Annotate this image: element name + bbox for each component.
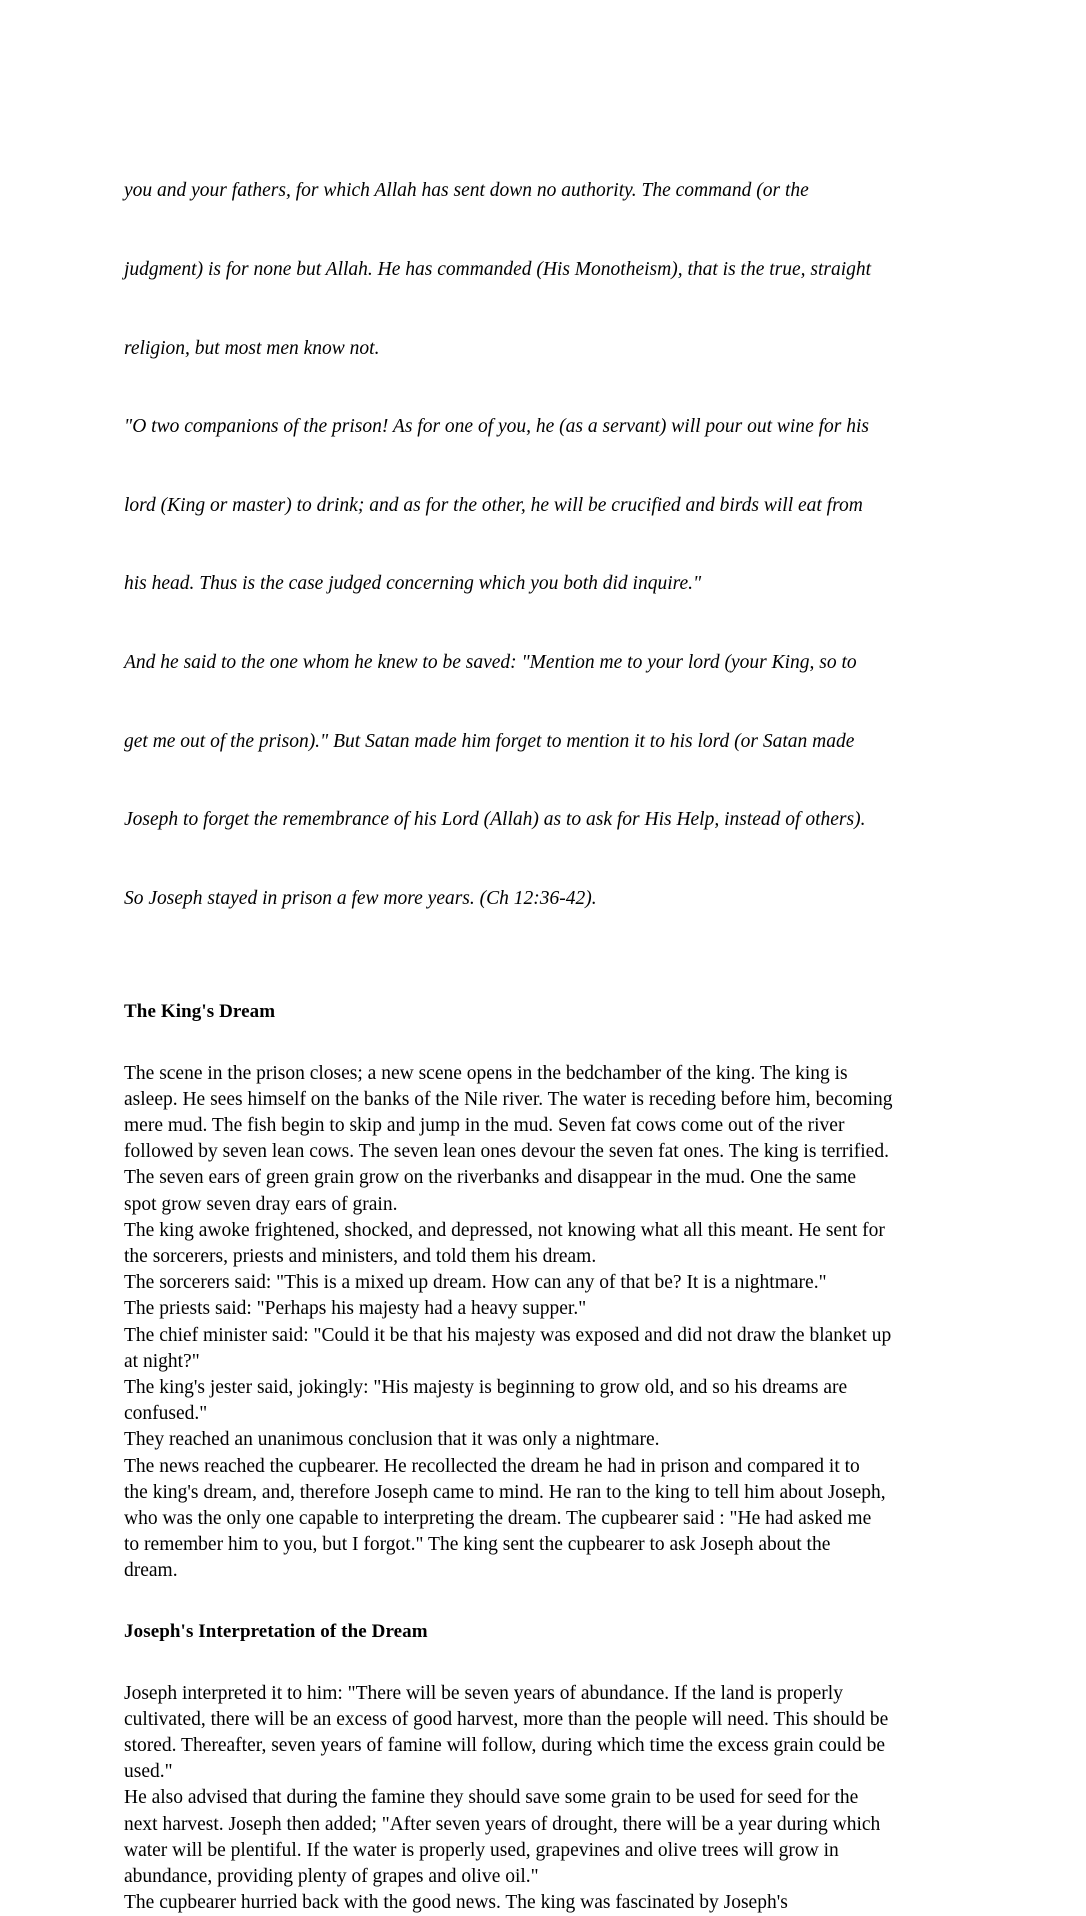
text-line: The cupbearer hurried back with the good news. The king was fascinated by Joseph's: [124, 1892, 788, 1914]
text-line: to remember him to you, but I forgot." The king sent the cupbearer to ask Joseph about the: [124, 1534, 831, 1556]
paragraph: [124, 1375, 964, 1427]
quote-line: judgment) is for none but Allah. He has commanded (His Monotheism), that is the true, straight: [124, 259, 872, 281]
text-line: Joseph interpreted it to him: "There will be seven years of abundance. If the land is properly: [124, 1682, 843, 1704]
paragraph-continues-next-page: [124, 1890, 964, 1916]
quote-line: his head. Thus is the case judged concerning which you both did inquire.": [124, 573, 702, 595]
quote-line: lord (King or master) to drink; and as for the other, he will be crucified and birds will eat from: [124, 494, 863, 516]
text-line: the sorcerers, priests and ministers, and told them his dream.: [124, 1245, 597, 1267]
text-line: spot grow seven dray ears of grain.: [124, 1193, 398, 1215]
heading-kings-dream: The King's Dream: [124, 1000, 276, 1022]
quote-line: "O two companions of the prison! As for one of you, he (as a servant) will pour out wine for his: [124, 416, 870, 438]
text-column: [124, 126, 964, 1916]
text-line: used.": [124, 1761, 173, 1783]
text-line: confused.": [124, 1403, 208, 1425]
text-line: dream.: [124, 1560, 178, 1582]
text-line: The news reached the cupbearer. He recollected the dream he had in prison and compared it to: [124, 1455, 860, 1477]
text-line: He also advised that during the famine they should save some grain to be used for seed for the: [124, 1787, 859, 1809]
quote-line: religion, but most men know not.: [124, 337, 380, 359]
quote-line: get me out of the prison)." But Satan made him forget to mention it to his lord (or Satan made: [124, 730, 855, 752]
text-line: The priests said: "Perhaps his majesty had a heavy supper.": [124, 1298, 587, 1320]
text-line: mere mud. The fish begin to skip and jump in the mud. Seven fat cows come out of the river: [124, 1114, 845, 1136]
text-line: at night?": [124, 1350, 200, 1372]
paragraph: [124, 1323, 964, 1375]
text-line: stored. Thereafter, seven years of famine will follow, during which time the excess grain could be: [124, 1734, 886, 1756]
paragraph: [124, 1785, 964, 1890]
text-line: next harvest. Joseph then added; "After seven years of drought, there will be a year during which: [124, 1813, 881, 1835]
text-line: asleep. He sees himself on the banks of the Nile river. The water is receding before him, becoming: [124, 1088, 893, 1110]
paragraph: [124, 1061, 964, 1218]
spacer: [124, 1645, 964, 1681]
text-line: They reached an unanimous conclusion that it was only a nightmare.: [124, 1429, 660, 1451]
text-line: The king's jester said, jokingly: "His majesty is beginning to grow old, and so his dreams are: [124, 1376, 848, 1398]
spacer: [124, 1025, 964, 1061]
spacer: [124, 1585, 964, 1619]
heading-josephs-interpretation: Joseph's Interpretation of the Dream: [124, 1620, 428, 1642]
text-line: cultivated, there will be an excess of good harvest, more than the people will need. This should be: [124, 1708, 889, 1730]
text-line: The sorcerers said: "This is a mixed up dream. How can any of that be? It is a nightmare.": [124, 1272, 827, 1294]
text-line: The scene in the prison closes; a new scene opens in the bedchamber of the king. The king is: [124, 1062, 848, 1084]
paragraph: [124, 1681, 964, 1786]
paragraph: [124, 1218, 964, 1270]
paragraph: [124, 1270, 964, 1296]
text-line: who was the only one capable to interpreting the dream. The cupbearer said : "He had asked me: [124, 1507, 872, 1529]
paragraph: [124, 1427, 964, 1453]
text-line: followed by seven lean cows. The seven lean ones devour the seven fat ones. The king is terrified.: [124, 1141, 889, 1163]
quote-line: Joseph to forget the remembrance of his Lord (Allah) as to ask for His Help, instead of others).: [124, 809, 866, 831]
paragraph: [124, 1296, 964, 1322]
text-line: The seven ears of green grain grow on the riverbanks and disappear in the mud. One the same: [124, 1167, 857, 1189]
scripture-quote-block: [124, 126, 964, 965]
text-line: the king's dream, and, therefore Joseph came to mind. He ran to the king to tell him about Joseph,: [124, 1481, 886, 1503]
text-line: water will be plentiful. If the water is properly used, grapevines and olive trees will grow in: [124, 1839, 839, 1861]
paragraph: [124, 1454, 964, 1585]
text-line: The chief minister said: "Could it be that his majesty was exposed and did not draw the blanket up: [124, 1324, 892, 1346]
spacer: [124, 965, 964, 999]
quote-line-citation: So Joseph stayed in prison a few more years. (Ch 12:36-42).: [124, 887, 597, 909]
text-line: The king awoke frightened, shocked, and depressed, not knowing what all this meant. He sent for: [124, 1219, 885, 1241]
text-line: abundance, providing plenty of grapes and olive oil.": [124, 1865, 539, 1887]
quote-line: And he said to the one whom he knew to be saved: "Mention me to your lord (your King, so to: [124, 652, 857, 674]
quote-line: you and your fathers, for which Allah has sent down no authority. The command (or the: [124, 180, 809, 202]
